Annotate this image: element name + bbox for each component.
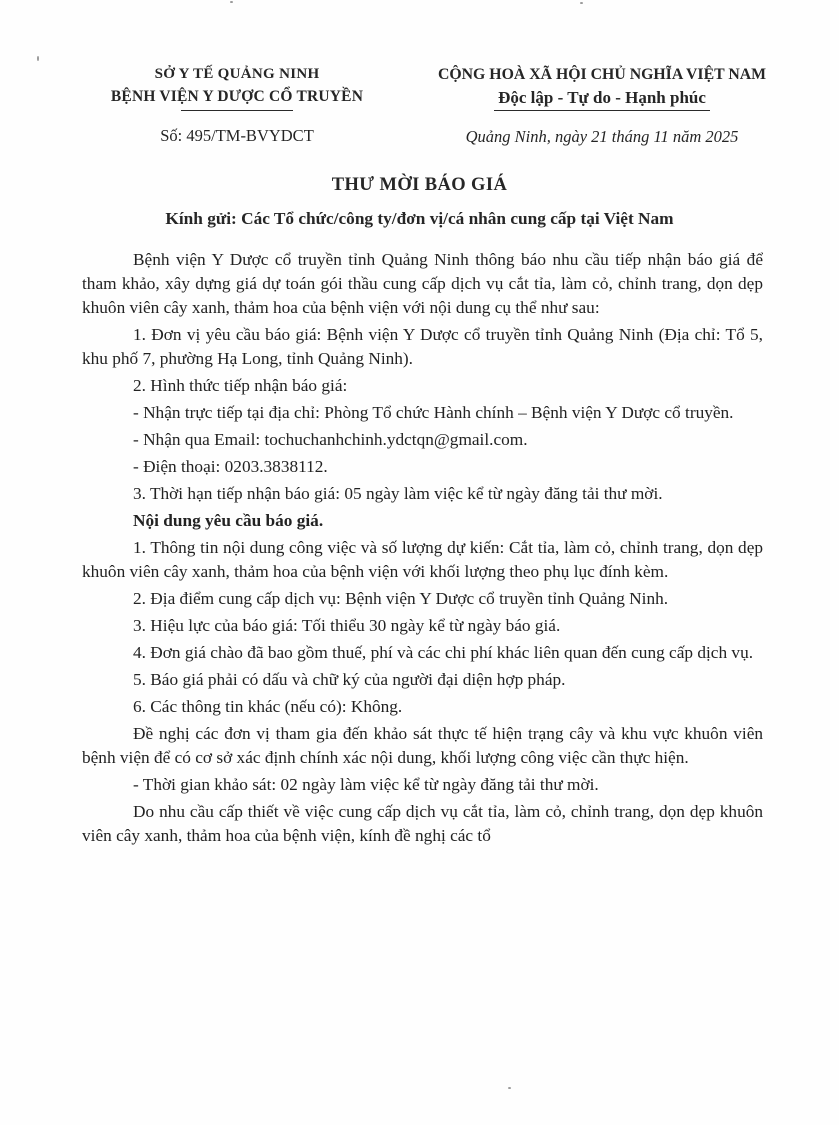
scan-speck — [230, 1, 233, 3]
paragraph-intro: Bệnh viện Y Dược cổ truyền tỉnh Quảng Ninh thông báo nhu cầu tiếp nhận báo giá để tham khảo, xây dựng giá dự toán gói thầu cung cấp dịch vụ cắt tỉa, làm cỏ, chỉnh trang, dọn dẹp khuôn viên cây xanh, thảm hoa của bệnh viện với nội dung cụ thể như sau: — [82, 250, 763, 317]
section-heading-quote-requirements: Nội dung yêu cầu báo giá. — [133, 511, 324, 530]
national-block — [402, 66, 802, 147]
place-dateline: Quảng Ninh, ngày 21 tháng 11 năm 2025 — [465, 127, 739, 146]
paragraph-reception-email: - Nhận qua Email: tochuchanhchinh.ydctqn@gmail.com. — [133, 430, 528, 449]
paragraph-item-2-reception-method: 2. Hình thức tiếp nhận báo giá: — [133, 376, 348, 395]
paragraph-req-1-work-scope: 1. Thông tin nội dung công việc và số lượng dự kiến: Cắt tỉa, làm cỏ, chỉnh trang, dọn dẹp khuôn viên cây xanh, thảm hoa của bệnh viện với khối lượng theo phụ lục đính kèm. — [82, 538, 763, 581]
document-number: Số: 495/TM-BVYDCT — [160, 126, 314, 145]
document-title: THƯ MỜI BÁO GIÁ — [331, 175, 508, 195]
scan-speck — [580, 2, 583, 4]
paragraph-site-survey-request: Đề nghị các đơn vị tham gia đến khảo sát thực tế hiện trạng cây và khu vực khuôn viên bệnh viện để có cơ sở xác định chính xác nội dung, khối lượng công việc cần thực hiện. — [82, 724, 763, 767]
paragraph-item-3-deadline: 3. Thời hạn tiếp nhận báo giá: 05 ngày làm việc kể từ ngày đăng tải thư mời. — [133, 484, 663, 503]
scan-speck — [508, 1087, 511, 1089]
paragraph-req-3-validity: 3. Hiệu lực của báo giá: Tối thiểu 30 ngày kể từ ngày báo giá. — [133, 616, 561, 635]
paragraph-req-4-price-includes: 4. Đơn giá chào đã bao gồm thuế, phí và các chi phí khác liên quan đến cung cấp dịch vụ. — [133, 643, 754, 662]
paragraph-item-1-requesting-unit: 1. Đơn vị yêu cầu báo giá: Bệnh viện Y Dược cổ truyền tỉnh Quảng Ninh (Địa chỉ: Tổ 5, khu phố 7, phường Hạ Long, tỉnh Quảng Ninh). — [82, 325, 763, 368]
paragraph-reception-direct: - Nhận trực tiếp tại địa chỉ: Phòng Tổ chức Hành chính – Bệnh viện Y Dược cổ truyền. — [133, 403, 734, 422]
paragraph-closing-start: Do nhu cầu cấp thiết về việc cung cấp dịch vụ cắt tỉa, làm cỏ, chỉnh trang, dọn dẹp khuôn viên cây xanh, thảm hoa của bệnh viện, kính đề nghị các tổ — [82, 802, 763, 845]
issuer-department: SỞ Y TẾ QUẢNG NINH — [154, 66, 320, 82]
scan-speck — [37, 56, 39, 61]
paragraph-req-6-other-info: 6. Các thông tin khác (nếu có): Không. — [133, 697, 403, 716]
paragraph-req-5-stamp-signature: 5. Báo giá phải có dấu và chữ ký của người đại diện hợp pháp. — [133, 670, 566, 689]
document-header — [0, 0, 839, 147]
paragraph-survey-time: - Thời gian khảo sát: 02 ngày làm việc kể từ ngày đăng tải thư mời. — [133, 775, 599, 794]
paragraph-reception-phone: - Điện thoại: 0203.3838112. — [133, 457, 328, 476]
issuer-underline — [181, 110, 293, 111]
issuer-block — [72, 66, 402, 147]
paragraph-req-2-service-location: 2. Địa điểm cung cấp dịch vụ: Bệnh viện Y Dược cổ truyền tỉnh Quảng Ninh. — [133, 589, 669, 608]
issuer-organization: BỆNH VIỆN Y DƯỢC CỔ TRUYỀN — [110, 88, 364, 105]
document-body — [82, 248, 763, 848]
salutation-line: Kính gửi: Các Tổ chức/công ty/đơn vị/cá nhân cung cấp tại Việt Nam — [165, 209, 674, 228]
national-motto: Độc lập - Tự do - Hạnh phúc — [494, 88, 710, 111]
national-title: CỘNG HOÀ XÃ HỘI CHỦ NGHĨA VIỆT NAM — [437, 66, 767, 83]
